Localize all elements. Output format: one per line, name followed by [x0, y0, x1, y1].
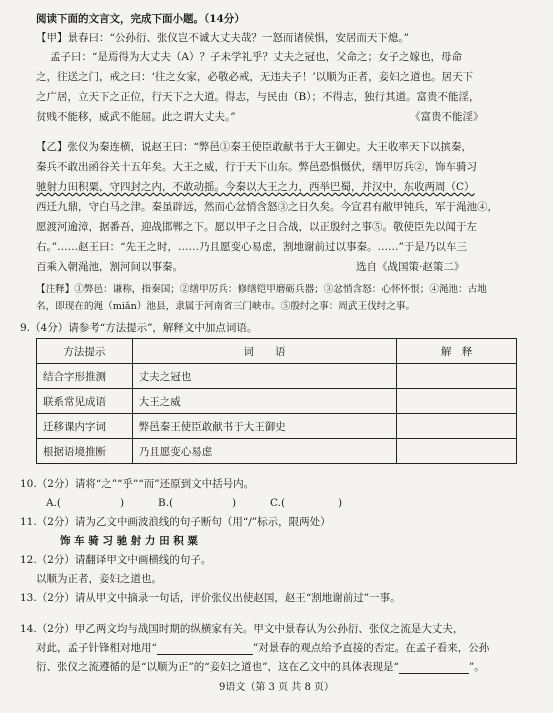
- notes-line-1: 【注释】①弊邑：谦称，指秦国；②缮甲厉兵：修缮铠甲磨砺兵器；③忿悄含怒：心怀怀恨；④渑池：古地: [36, 284, 487, 295]
- table-header-method: 方法提示: [37, 339, 133, 364]
- passage-a-line-5: 贫贱不能移，威武不能屈。此之谓大丈夫。”: [36, 111, 236, 123]
- q10-option-b-close: ): [232, 497, 237, 509]
- question-14-line-1: 14.（2分）甲乙两文均与战国时期的纵横家有关。甲文中景春认为公孙衍、张仪之流是大丈夫，: [20, 623, 464, 635]
- q10-option-a-close: ): [120, 497, 125, 509]
- method-cell: 迁移课内字词: [37, 414, 133, 439]
- method-cell: 联系常见成语: [37, 389, 133, 414]
- passage-a-line-2: 孟子曰：“是焉得为大丈夫（A）？子未学礼乎？丈夫之冠也，父命之；女子之嫁也，母命: [50, 51, 462, 63]
- q14-blank-1[interactable]: [157, 642, 253, 655]
- method-cell: 根据语境推断: [37, 439, 133, 464]
- passage-a-line-3: 之，往送之门，戒之曰：‘往之女家，必敬必戒，无违夫子！’以顺为正者，妾妇之道也。居天下: [36, 71, 474, 83]
- passage-b-line-1: 【乙】张仪为秦连横，说赵王曰：“弊邑①秦王使臣敢献书于大王御史。大王收率天下以摈秦，: [36, 141, 472, 153]
- method-cell: 结合字形推测: [37, 364, 133, 389]
- question-14-line-3: [36, 660, 485, 674]
- question-13: 13.（2分）请从甲文中摘录一句话，评价张仪出使赵国，赵王“割地谢前过”一事。: [20, 592, 401, 604]
- q11-sentence: 饰 车 骑 习 驰 射 力 田 积 粟: [60, 535, 198, 547]
- notes-line-2: 名，即现在的渑（miǎn）池县，隶属于河南省三门峡市。⑤殷纣之事：周武王伐纣之事。: [36, 301, 416, 312]
- answer-cell[interactable]: [397, 364, 517, 389]
- q14-text-b: ”对景春的观点给予直接的否定。在孟子看来，公孙: [252, 642, 490, 654]
- passage-a-line-1: 【甲】景春曰：“公孙衍、张仪岂不诚大丈夫哉？一怒而诸侯惧，安居而天下熄。”: [36, 32, 409, 44]
- question-10: 10.（2分）请将“之”“乎”“而”还原到文中括号内。: [20, 478, 255, 490]
- table-row: [37, 389, 517, 414]
- q14-text-d: ”。: [468, 661, 485, 673]
- passage-b-line-3: 驰射力田积粟，守四封之内，不敢动摇。今秦以大王之力，西举巴蜀，并汉中，东收两周（C）: [36, 181, 475, 193]
- q14-blank-2[interactable]: [399, 661, 469, 674]
- question-14-line-2: [36, 641, 489, 655]
- passage-a-source: 《富贵不能淫》: [410, 111, 484, 123]
- answer-cell[interactable]: [397, 389, 517, 414]
- q10-option-c-close: ): [338, 497, 343, 509]
- q10-option-a-open: A.(: [46, 497, 62, 509]
- word-cell: 乃且愿变心易虑: [132, 439, 396, 464]
- question-12: 12.（2分）请翻译甲文中画横线的句子。: [20, 554, 212, 566]
- q10-option-c-open: C.(: [270, 497, 286, 509]
- passage-b-line-7: 百乘入朝渑池，割河间以事秦。: [36, 261, 183, 273]
- page-footer: 9语文（第 3 页 共 8 页）: [219, 682, 334, 693]
- passage-a-line-4: 之广居，立天下之正位，行天下之大道。得志，与民由（B）；不得志，独行其道。富贵不能淫，: [36, 91, 480, 103]
- word-cell: 丈夫之冠也: [132, 364, 396, 389]
- passage-b-line-6: 右。”……赵王曰：“先王之时，……乃且愿变心易虑，割地谢前过以事秦。……”于是乃以车三: [36, 241, 467, 253]
- method-table: [36, 338, 517, 464]
- table-row: [37, 414, 517, 439]
- q10-option-b-open: B.(: [158, 497, 174, 509]
- q12-sentence: 以顺为正者，妾妇之道也。: [36, 573, 162, 585]
- passage-b-line-5: 愿渡河逾漳，据番吾，迎战邯郸之下。愿以甲子之日合战，以正殷纣之事⑤。敬使臣先以闻于左: [36, 221, 477, 233]
- word-cell: 弊邑秦王使臣敢献书于大王御史: [132, 414, 396, 439]
- answer-cell[interactable]: [397, 439, 517, 464]
- passage-b-source: 选自《战国策·赵策二》: [356, 261, 465, 273]
- q14-text-a: 对此，孟子针锋相对地用“: [36, 642, 157, 654]
- passage-b-line-4: 西迁九鼎，守白马之津。秦虽辟远，然而心忿悄含怒③之日久矣。今宣君有敝甲钝兵，军于渑池④，: [36, 201, 498, 213]
- table-row: [37, 364, 517, 389]
- table-header-explain: 解 释: [397, 339, 517, 364]
- table-header-word: 词 语: [132, 339, 396, 364]
- question-9: 9.（4分）请参考“方法提示”，解释文中加点词语。: [20, 322, 258, 334]
- word-cell: 大王之威: [132, 389, 396, 414]
- table-row: [37, 439, 517, 464]
- reading-instruction: 阅读下面的文言文，完成下面小题。（14分）: [36, 13, 245, 25]
- question-11: 11.（2分）请为乙文中画波浪线的句子断句（用“/”标示，限两处）: [20, 516, 331, 528]
- q14-text-c: 衍、张仪之流遵循的是“以顺为正”的“妾妇之道也”，这在乙文中的具体表现是“: [36, 661, 399, 673]
- answer-cell[interactable]: [397, 414, 517, 439]
- passage-b-line-2: 秦兵不敢出函谷关十五年矣。大王之威，行于天下山东。弊邑恐惧慑伏，缮甲厉兵②，饰车骑习: [36, 161, 477, 173]
- table-header-row: [37, 339, 517, 364]
